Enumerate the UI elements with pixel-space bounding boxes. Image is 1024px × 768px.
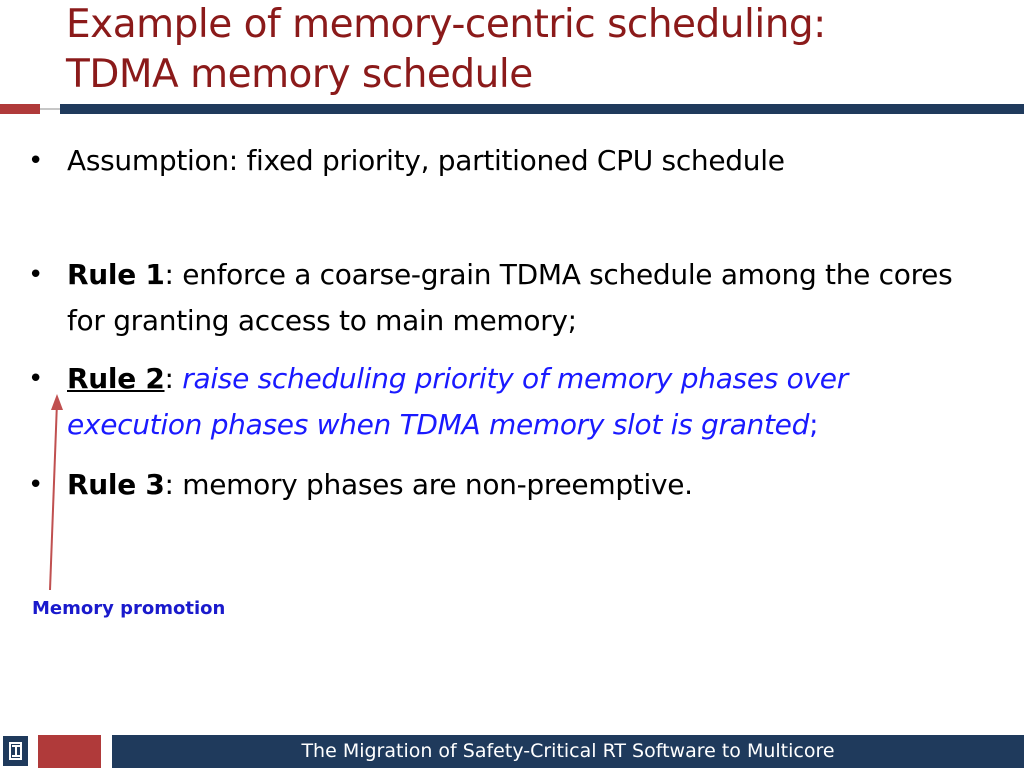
bullet-text <box>67 252 977 344</box>
bullet-text <box>67 356 977 448</box>
slide-title-line-2: TDMA memory schedule <box>66 52 533 97</box>
bullet-dot-icon: • <box>28 364 44 394</box>
annotation-arrow-head <box>51 394 63 410</box>
slide-title-line-1: Example of memory-centric scheduling: <box>66 2 826 47</box>
memory-promotion-annotation: Memory promotion <box>32 598 226 619</box>
bullet-dot-icon: • <box>28 470 44 500</box>
block-i-logo-icon <box>3 736 28 766</box>
rule-2-separator: : <box>164 362 183 395</box>
title-divider-red <box>0 104 40 114</box>
slide-title <box>66 0 1006 100</box>
rule-1-label: Rule 1 <box>67 258 165 291</box>
rule-2-label: Rule 2 <box>67 362 165 395</box>
rule-2-tail: ; <box>809 408 819 441</box>
rule-2-emphasis: raise scheduling priority of memory phases over execution phases when TDMA memory slot is granted <box>67 362 848 441</box>
rule-3-text: : memory phases are non-preemptive. <box>164 468 693 501</box>
bullet-dot-icon: • <box>28 260 44 290</box>
rule-1-text: : enforce a coarse-grain TDMA schedule among the cores for granting access to main memory; <box>67 258 953 337</box>
logo-serif-bottom <box>12 755 20 757</box>
bullet-text: Assumption: fixed priority, partitioned CPU schedule <box>67 144 785 177</box>
bullet-text <box>67 462 977 508</box>
bullet-dot-icon: • <box>28 146 44 176</box>
footer-text: The Migration of Safety-Critical RT Software to Multicore <box>301 740 835 762</box>
footer-red-block <box>38 735 101 768</box>
logo-frame <box>9 742 22 760</box>
title-divider-blue <box>60 104 1024 114</box>
rule-3-label: Rule 3 <box>67 468 165 501</box>
title-divider-gap <box>40 108 60 110</box>
annotation-arrow-shaft <box>50 402 57 590</box>
